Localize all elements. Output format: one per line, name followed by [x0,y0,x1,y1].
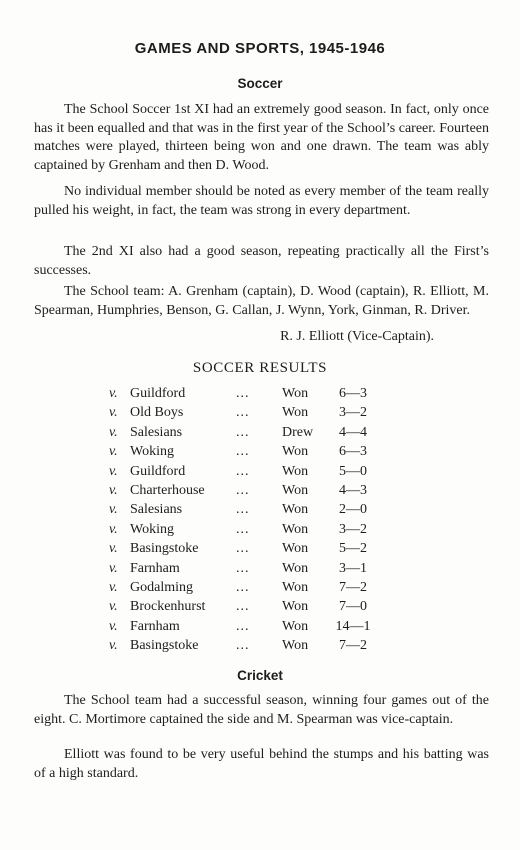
leader-dots: ... [236,405,250,421]
match-result: Won [282,599,309,615]
soccer-paragraph-3: The 2nd XI also had a good season, repeating practically all the First’s successes. [34,244,489,278]
match-score: 5—0 [339,463,367,479]
leader-dots: ... [236,580,250,595]
opponent-name: Brockenhurst [130,599,206,615]
soccer-team-list: The School team: A. Grenham (captain), D. Wood (captain), R. Elliott, M. Spearman, Humphries, Benson, G. Callan, J. Wynn, York, Ginman, R. Driver. [34,284,489,318]
leader-dots: ... [236,599,250,615]
versus-label: v. [109,580,118,595]
match-score: 5—2 [339,541,367,557]
soccer-results-title: SOCCER RESULTS [192,360,328,376]
match-score: 7—0 [339,599,367,615]
match-score: 4—4 [339,424,367,440]
opponent-name: Charterhouse [130,483,205,498]
results-row [0,638,520,657]
leader-dots: ... [236,502,250,518]
opponent-name: Farnham [130,618,180,634]
results-row [0,386,520,405]
leader-dots: ... [236,424,250,440]
opponent-name: Salesians [130,424,183,440]
match-result: Won [282,560,309,576]
opponent-name: Farnham [130,560,180,576]
match-score: 14—1 [335,618,371,634]
results-row [0,599,520,618]
match-score: 7—2 [339,638,367,654]
leader-dots: ... [236,560,250,576]
leader-dots: ... [236,521,250,537]
match-score: 3—2 [339,521,367,537]
match-result: Won [282,386,309,401]
opponent-name: Guildford [130,463,186,479]
match-result: Won [282,618,309,634]
results-row [0,561,520,580]
page-title: GAMES AND SPORTS, 1945-1946 [134,40,386,57]
leader-dots: ... [236,638,250,654]
match-score: 3—2 [339,405,367,421]
match-result: Won [282,405,309,421]
match-result: Won [282,502,309,518]
versus-label: v. [109,638,118,654]
results-row [0,522,520,541]
opponent-name: Basingstoke [130,541,199,557]
opponent-name: Woking [130,521,174,537]
results-row [0,464,520,483]
results-row [0,444,520,463]
match-score: 7—2 [339,580,367,595]
results-row [0,425,520,444]
soccer-signature: R. J. Elliott (Vice-Captain). [280,329,434,344]
results-row [0,502,520,521]
versus-label: v. [109,618,118,634]
cricket-paragraph-1: The School team had a successful season, winning four games out of the eight. C. Mortimore captained the side and M. Spearman was vice-captain. [34,693,489,727]
match-score: 3—1 [339,560,367,576]
opponent-name: Woking [130,444,174,460]
versus-label: v. [109,424,118,440]
soccer-paragraph-2: No individual member should be noted as every member of the team really pulled his weight, in fact, the team was strong in every department. [34,184,489,218]
match-result: Won [282,638,309,654]
leader-dots: ... [236,444,250,460]
match-result: Won [282,541,309,557]
leader-dots: ... [236,618,250,634]
soccer-heading: Soccer [237,76,283,91]
versus-label: v. [109,560,118,576]
versus-label: v. [109,521,118,537]
versus-label: v. [109,444,118,460]
leader-dots: ... [236,483,250,498]
soccer-paragraph-1: The School Soccer 1st XI had an extremely good season. In fact, only once has it been equalled and that was in the first year of the School’s career. Fourteen matches were played, thirteen being won and one drawn. The team was ably captained by Grenham and then D. Wood. [34,102,489,173]
match-result: Won [282,463,309,479]
leader-dots: ... [236,463,250,479]
versus-label: v. [109,541,118,557]
results-row [0,580,520,599]
versus-label: v. [109,599,118,615]
versus-label: v. [109,502,118,518]
versus-label: v. [109,405,118,421]
match-score: 2—0 [339,502,367,518]
match-score: 4—3 [339,483,367,498]
versus-label: v. [109,463,118,479]
results-row [0,619,520,638]
opponent-name: Salesians [130,502,183,518]
opponent-name: Basingstoke [130,638,199,654]
results-row [0,405,520,424]
cricket-heading: Cricket [237,668,283,683]
cricket-paragraph-2: Elliott was found to be very useful behind the stumps and his batting was of a high standard. [34,747,489,781]
match-score: 6—3 [339,444,367,460]
results-row [0,483,520,502]
opponent-name: Old Boys [130,405,184,421]
results-row [0,541,520,560]
match-result: Won [282,483,309,498]
match-result: Won [282,444,309,460]
opponent-name: Guildford [130,386,186,401]
versus-label: v. [109,386,118,401]
opponent-name: Godalming [130,580,193,595]
match-score: 6—3 [339,386,367,401]
match-result: Won [282,580,309,595]
match-result: Won [282,521,309,537]
match-result: Drew [282,424,314,440]
leader-dots: ... [236,541,250,557]
leader-dots: ... [236,386,250,401]
versus-label: v. [109,483,118,498]
